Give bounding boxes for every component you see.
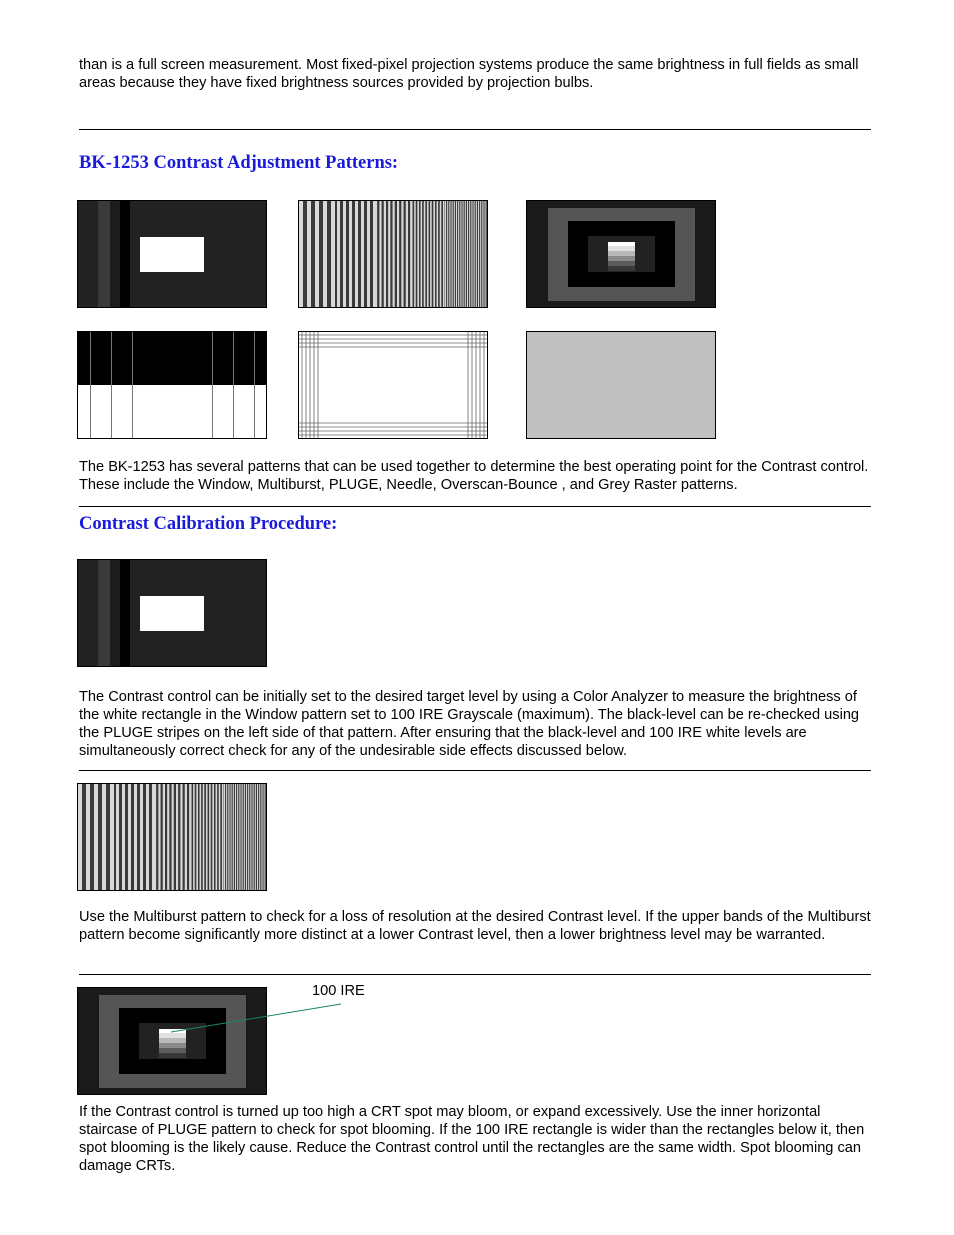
- pluge-pattern-image: [527, 201, 715, 307]
- divider: [79, 129, 871, 130]
- window-pattern-procedure: [77, 559, 267, 667]
- divider: [79, 770, 871, 771]
- multiburst-pattern-image: [78, 784, 266, 890]
- multiburst-pattern-procedure: [77, 783, 267, 891]
- grey-raster-pattern: [526, 331, 716, 439]
- multiburst-pattern: [298, 200, 488, 308]
- window-procedure-text: The Contrast control can be initially set to the desired target level by using a Color Analyzer to measure the brightness of the white rectangle in the Window pattern set to 100 IRE Grayscale (maximum). The black-level can be re-checked using the PLUGE stripes on the left side of that pattern. After ensuring that the black-level and 100 IRE white levels are simultaneously correct check for any of the undesirable side effects discussed below.: [79, 689, 860, 759]
- section-heading-patterns: BK-1253 Contrast Adjustment Patterns:: [79, 153, 399, 173]
- pluge-pattern-procedure: [77, 987, 267, 1095]
- pluge-pattern-image: [78, 988, 266, 1094]
- needle-pattern-image: [78, 332, 266, 438]
- section-heading-procedure: Contrast Calibration Procedure:: [79, 514, 338, 534]
- callout-label-100-ire: 100 IRE: [312, 983, 365, 999]
- divider: [79, 506, 871, 507]
- pluge-procedure-text: If the Contrast control is turned up too high a CRT spot may bloom, or expand excessively. Use the inner horizontal staircase of PLUGE pattern to check for spot blooming. If the 100 IRE rectangle is wider than the rectangles below it, then spot blooming is the likely cause. Reduce the Contrast control until the rectangles are the same width. Spot blooming can damage CRTs.: [79, 1104, 865, 1174]
- divider: [79, 974, 871, 975]
- pluge-pattern: [526, 200, 716, 308]
- needle-pattern: [77, 331, 267, 439]
- window-pattern: [77, 200, 267, 308]
- intro-paragraph: than is a full screen measurement. Most fixed-pixel projection systems produce the same brightness in full fields as small areas because they have fixed brightness sources provided by projection bulbs.: [79, 57, 859, 91]
- window-pattern-image: [78, 560, 266, 666]
- multiburst-pattern-image: [299, 201, 487, 307]
- overscan-bounce-pattern: [298, 331, 488, 439]
- window-pattern-image: [78, 201, 266, 307]
- multiburst-procedure-text: Use the Multiburst pattern to check for a loss of resolution at the desired Contrast level. If the upper bands of the Multiburst pattern become significantly more distinct at a lower Contrast level, then a lower brightness level may be warranted.: [79, 909, 871, 943]
- patterns-description: The BK-1253 has several patterns that can be used together to determine the best operating point for the Contrast control. These include the Window, Multiburst, PLUGE, Needle, Overscan-Bounce , and Grey Raster patterns.: [79, 459, 869, 493]
- overscan-bounce-pattern-image: [299, 332, 487, 438]
